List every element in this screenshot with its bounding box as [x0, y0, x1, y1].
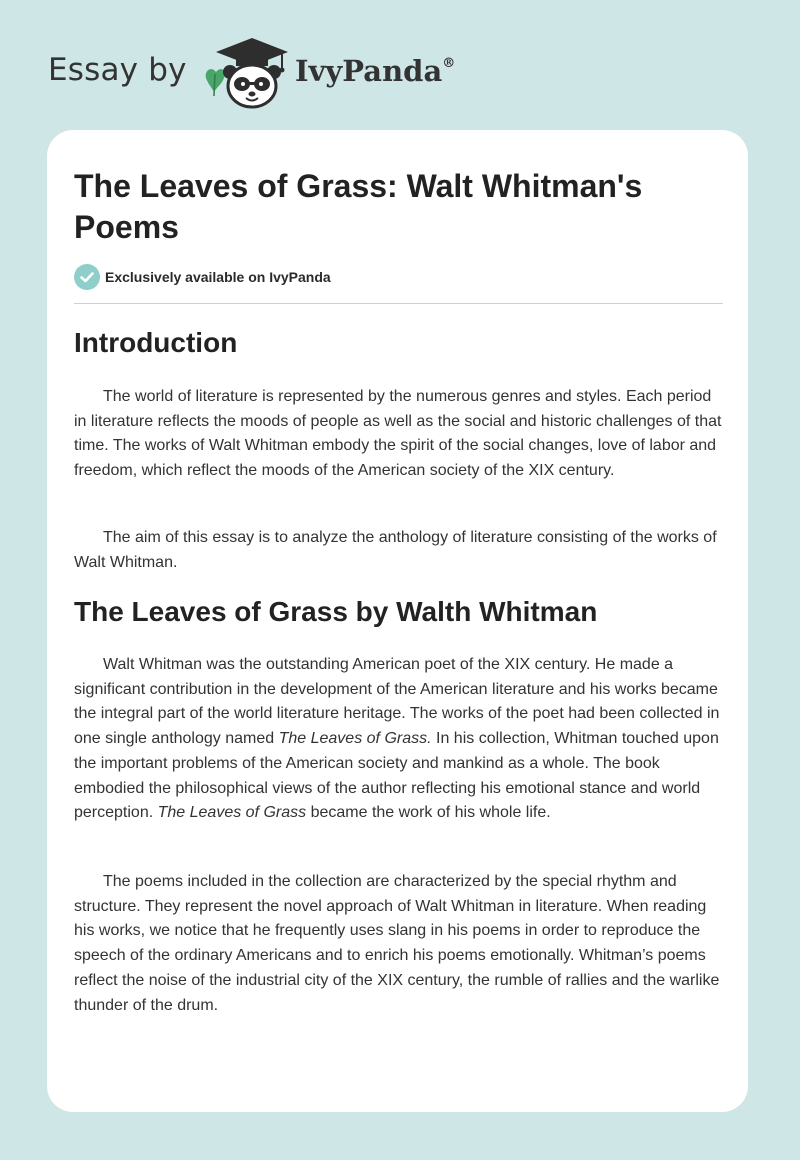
book-title: The Leaves of Grass.: [278, 730, 432, 748]
site-header: [48, 34, 648, 114]
brand-name[interactable]: IvyPanda®: [295, 54, 456, 88]
panda-graduate-icon[interactable]: [202, 34, 294, 110]
paragraph: The world of literature is represented by the numerous genres and styles. Each period in literature reflects the moods of people as well as the social and historic challenges of that time. The works of Walt Whitman embody the spirit of the social changes, love of labor and freedom, which reflect the moods of the American society of the XIX century.: [74, 388, 722, 480]
section-heading: Introduction: [74, 327, 238, 358]
paragraph: The poems included in the collection are characterized by the special rhythm and structure. They represent the novel approach of Walt Whitman in literature. When reading his works, we notice that he frequently uses slang in his poems in order to reproduce the speech of the ordinary Americans and to enrich his poems emotionally. Whitman’s poems reflect the noise of the industrial city of the XIX century, the rumble of rallies and the warlike thunder of the drum.: [74, 873, 720, 1014]
check-circle-icon: [74, 264, 100, 290]
paragraph: The aim of this essay is to analyze the anthology of literature consisting of the works of Walt Whitman.: [74, 529, 717, 571]
paragraph: Walt Whitman was the outstanding American poet of the XIX century. He made a significant contribution in the development of the American literature and his works became the integral part of the world literature heritage. The works of the poet had been collected in one single anthology named The Leaves of Grass. In his collection, Whitman touched upon the important problems of the American society and mankind as a whole. The book embodied the philosophical views of the author reflecting his emotional stance and world perception. The Leaves of Grass became the work of his whole life.: [74, 656, 720, 822]
badge-label: Exclusively available on IvyPanda: [105, 269, 331, 285]
section-heading: The Leaves of Grass by Walth Whitman: [74, 596, 598, 627]
page-title: The Leaves of Grass: Walt Whitman's Poems: [74, 168, 643, 245]
brand-prefix: Essay by: [48, 52, 187, 88]
title-divider: [74, 303, 723, 304]
essay-card: [47, 130, 748, 1112]
book-title: The Leaves of Grass: [157, 804, 307, 822]
